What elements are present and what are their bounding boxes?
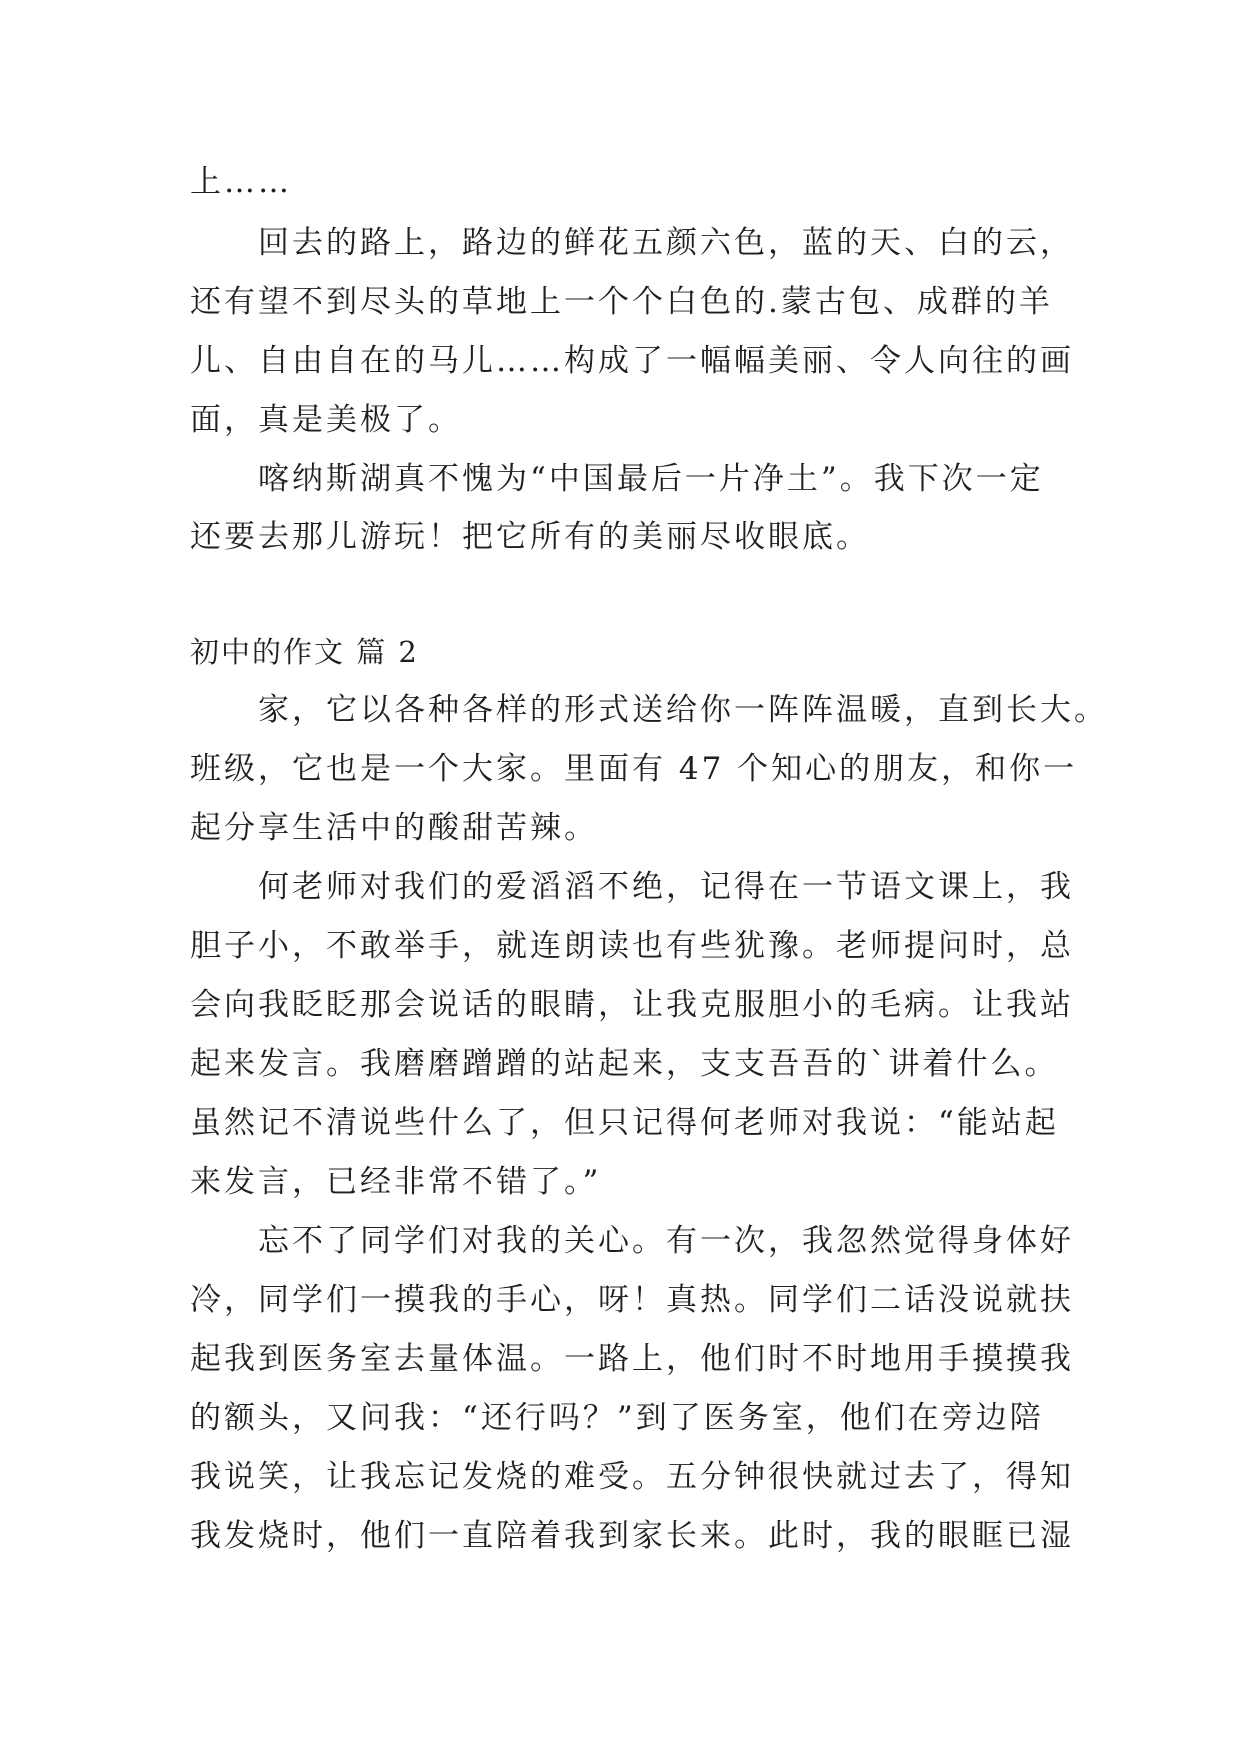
text-line: 会向我眨眨那会说话的眼睛，让我克服胆小的毛病。让我站 bbox=[190, 987, 1074, 1023]
text-line: 的额头，又问我：“还行吗？”到了医务室，他们在旁边陪 bbox=[190, 1400, 1044, 1436]
text-line: 面，真是美极了。 bbox=[190, 402, 462, 438]
text-line: 上…… bbox=[190, 164, 292, 200]
paragraph-first-line: 忘不了同学们对我的关心。有一次，我忽然觉得身体好 bbox=[258, 1223, 1074, 1259]
section-heading: 初中的作文 篇 2 bbox=[190, 635, 419, 669]
text-line: 班级，它也是一个大家。里面有 47 个知心的朋友，和你一 bbox=[190, 751, 1078, 787]
text-line: 还要去那儿游玩！把它所有的美丽尽收眼底。 bbox=[190, 519, 870, 555]
text-line: 儿、自由自在的马儿……构成了一幅幅美丽、令人向往的画 bbox=[190, 343, 1074, 379]
paragraph-first-line: 喀纳斯湖真不愧为“中国最后一片净土”。我下次一定 bbox=[258, 461, 1044, 497]
paragraph-first-line: 回去的路上，路边的鲜花五颜六色，蓝的天、白的云， bbox=[258, 225, 1074, 261]
paragraph-first-line: 家，它以各种各样的形式送给你一阵阵温暖，直到长大。 bbox=[258, 692, 1108, 728]
text-line: 还有望不到尽头的草地上一个个白色的.蒙古包、成群的羊 bbox=[190, 284, 1053, 320]
text-line: 来发言，已经非常不错了。” bbox=[190, 1164, 602, 1200]
text-line: 虽然记不清说些什么了，但只记得何老师对我说：“能站起 bbox=[190, 1105, 1059, 1141]
text-line: 起来发言。我磨磨蹭蹭的站起来，支支吾吾的`讲着什么。 bbox=[190, 1046, 1059, 1082]
text-line: 胆子小，不敢举手，就连朗读也有些犹豫。老师提问时，总 bbox=[190, 928, 1074, 964]
text-line: 我说笑，让我忘记发烧的难受。五分钟很快就过去了，得知 bbox=[190, 1459, 1074, 1495]
text-line: 我发烧时，他们一直陪着我到家长来。此时，我的眼眶已湿 bbox=[190, 1518, 1074, 1554]
paragraph-first-line: 何老师对我们的爱滔滔不绝，记得在一节语文课上，我 bbox=[258, 869, 1074, 905]
text-line: 起我到医务室去量体温。一路上，他们时不时地用手摸摸我 bbox=[190, 1341, 1074, 1377]
text-line: 起分享生活中的酸甜苦辣。 bbox=[190, 810, 598, 846]
text-line: 冷，同学们一摸我的手心，呀！真热。同学们二话没说就扶 bbox=[190, 1282, 1074, 1318]
